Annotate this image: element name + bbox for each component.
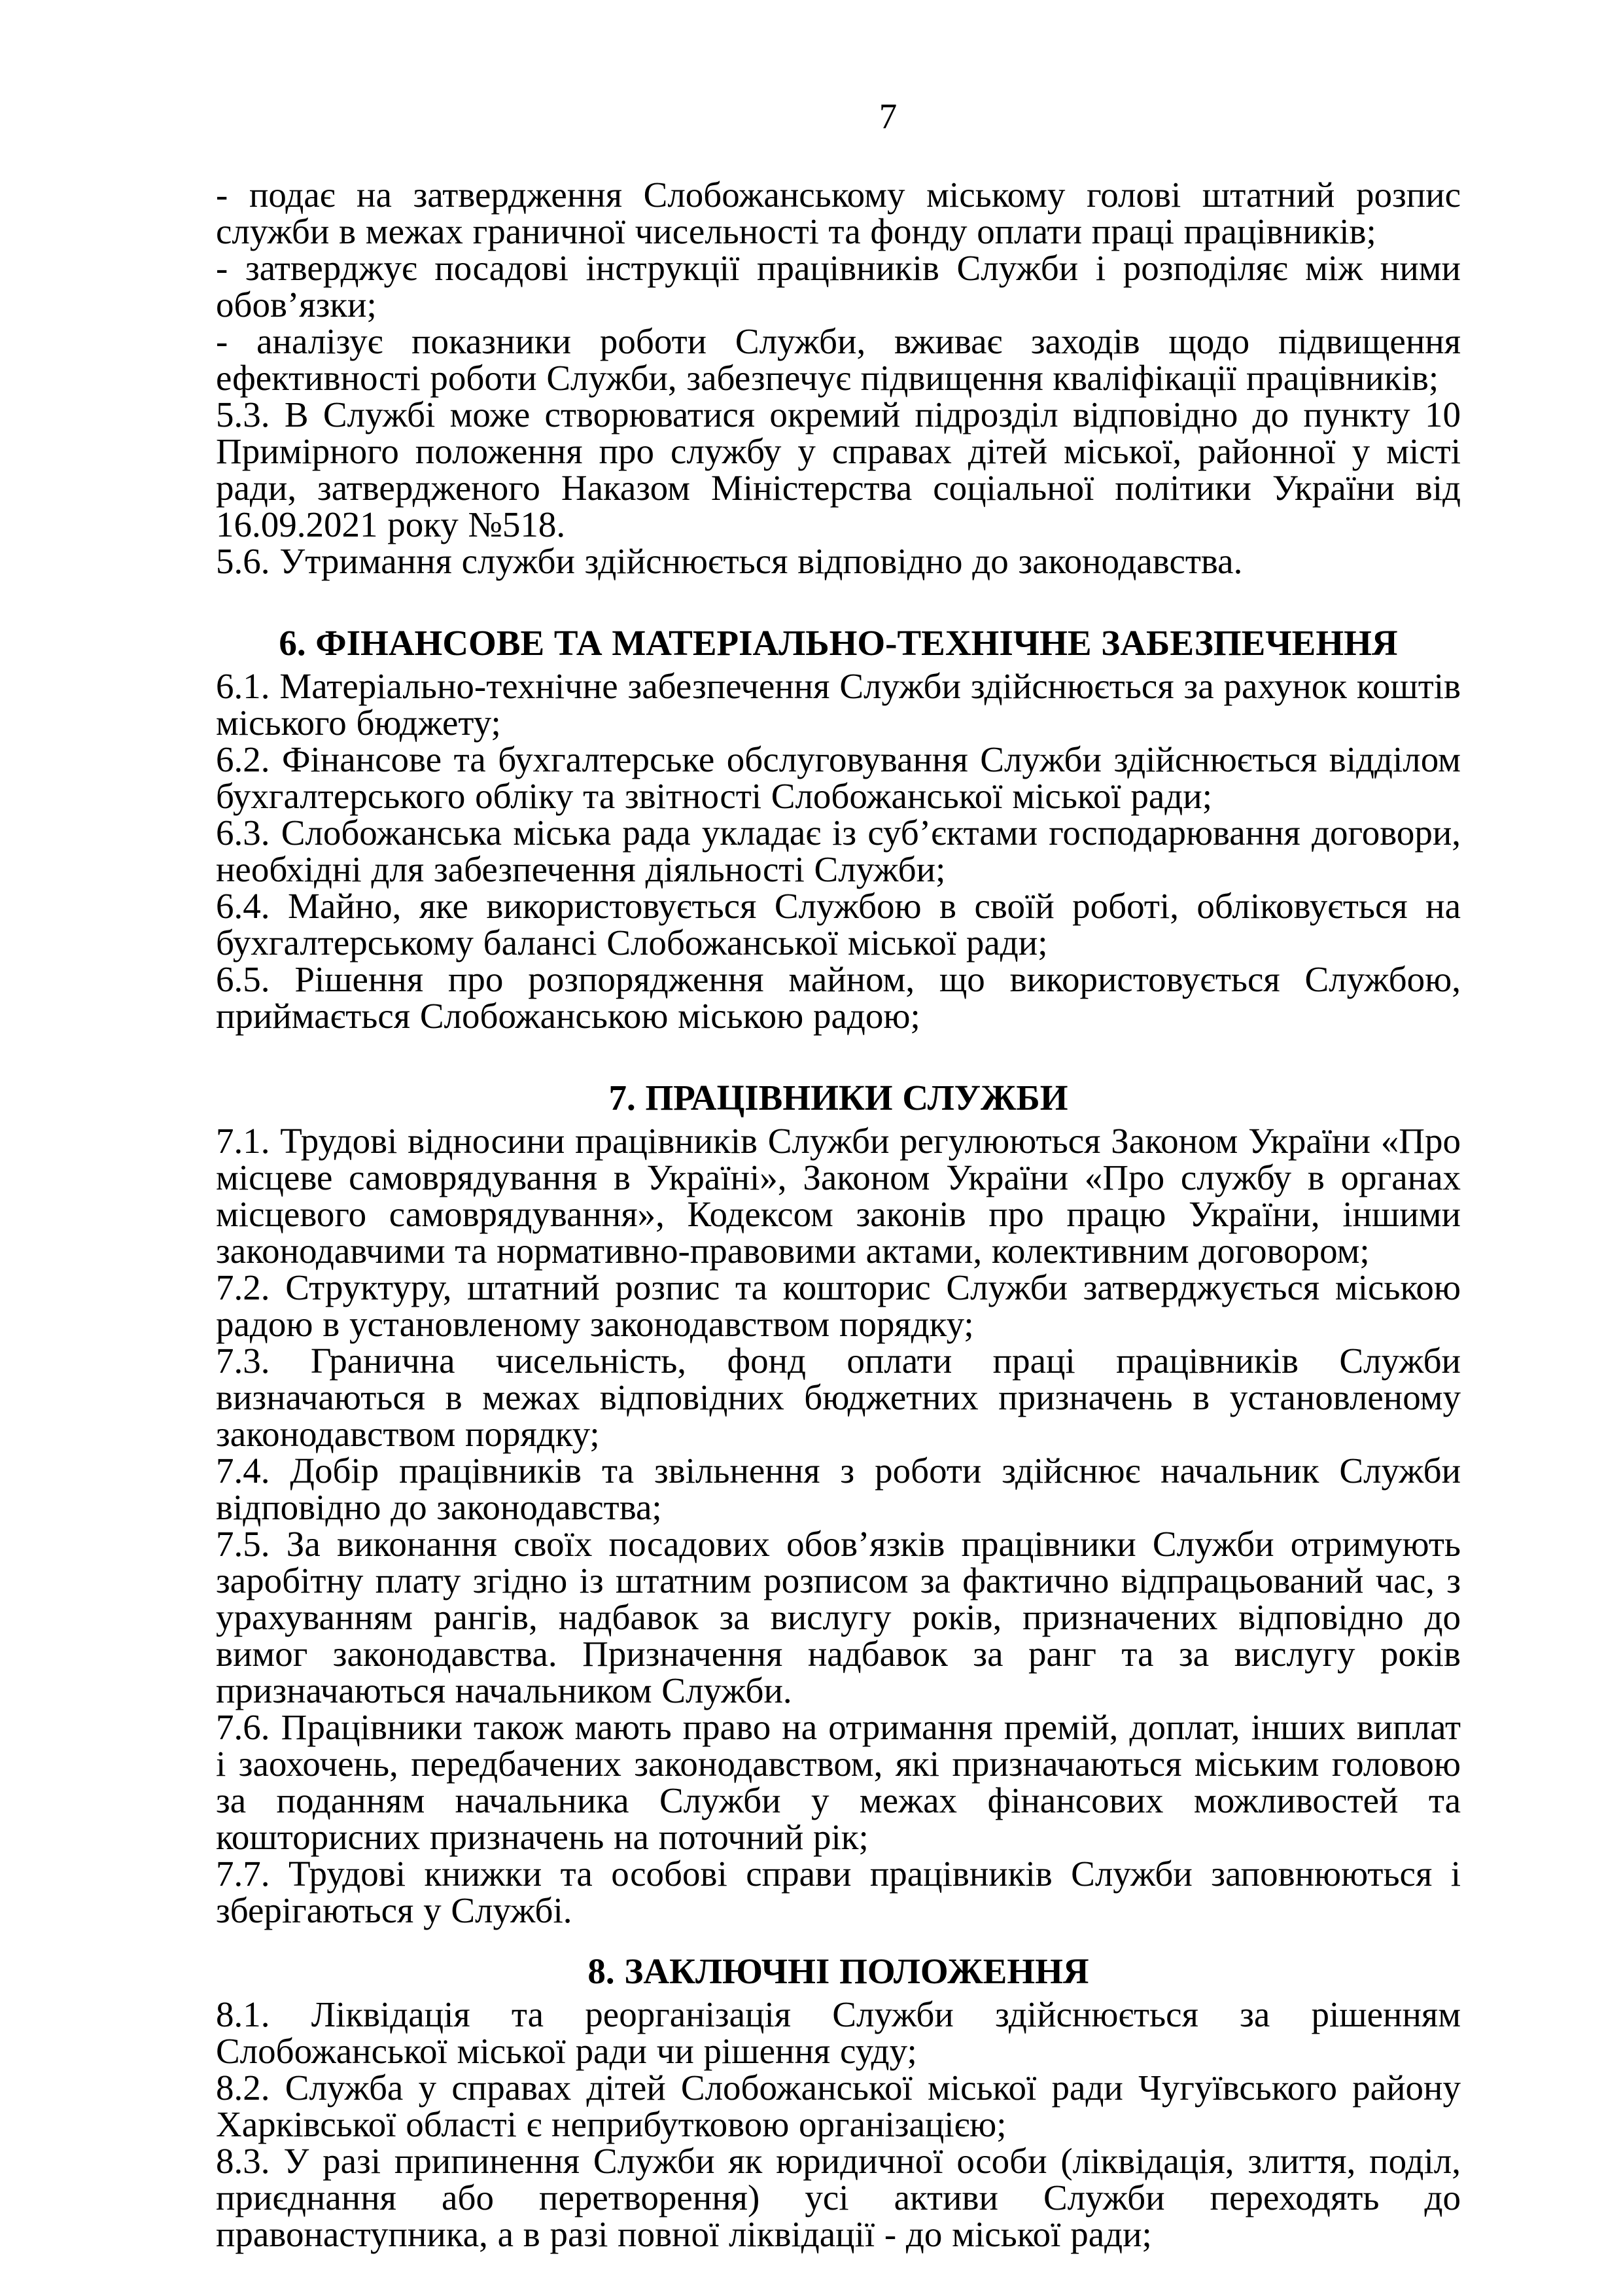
document-body	[216, 177, 1461, 2253]
section-heading-6: 6. ФІНАНСОВЕ ТА МАТЕРІАЛЬНО-ТЕХНІЧНЕ ЗАБЕЗПЕЧЕННЯ	[279, 623, 1398, 663]
paragraph-7-4: 7.4. Добір працівників та звільнення з роботи здійснює начальник Служби відповідно до законодавства;	[216, 1451, 1461, 1527]
section-heading-7: 7. ПРАЦІВНИКИ СЛУЖБИ	[608, 1078, 1068, 1118]
paragraph-dash-analysis: - аналізує показники роботи Служби, вживає заходів щодо підвищення ефективності роботи Служби, забезпечує підвищення кваліфікації працівників;	[216, 321, 1461, 398]
paragraph-7-6: 7.6. Працівники також мають право на отримання премій, доплат, інших виплат і заохочень, передбачених законодавством, які призначаються міським головою за поданням начальника Служби у межах фінансових можливостей та кошторисних призначень на поточний рік;	[216, 1707, 1461, 1857]
paragraph-8-2: 8.2. Служба у справах дітей Слобожанської міської ради Чугуївського району Харківської області є неприбутковою організацією;	[216, 2068, 1461, 2144]
paragraph-dash-instructions: - затверджує посадові інструкції працівників Служби і розподіляє між ними обов’язки;	[216, 248, 1461, 325]
paragraph-7-2: 7.2. Структуру, штатний розпис та кошторис Служби затверджується міською радою в установленому законодавством порядку;	[216, 1267, 1461, 1344]
paragraph-6-4: 6.4. Майно, яке використовується Службою в своїй роботі, обліковується на бухгалтерському балансі Слобожанської міської ради;	[216, 886, 1461, 963]
paragraph-5-6: 5.6. Утримання служби здійснюється відповідно до законодавства.	[216, 541, 1243, 581]
paragraph-7-7: 7.7. Трудові книжки та особові справи працівників Служби заповнюються і зберігаються у Службі.	[216, 1854, 1461, 1930]
page-number: 7	[879, 96, 898, 136]
paragraph-5-3: 5.3. В Службі може створюватися окремий підрозділ відповідно до пункту 10 Примірного положення про службу у справах дітей міської, районної у місті ради, затвердженого Наказом Міністерства соціальної політики України від 16.09.2021 року №518.	[216, 395, 1461, 544]
paragraph-7-1: 7.1. Трудові відносини працівників Служби регулюються Законом України «Про місцеве самоврядування в Україні», Законом України «Про службу в органах місцевого самоврядування», Кодексом законів про працю України, іншими законодавчими та нормативно-правовими актами, колективним договором;	[216, 1121, 1461, 1271]
paragraph-8-1: 8.1. Ліквідація та реорганізація Служби здійснюється за рішенням Слобожанської міської ради чи рішення суду;	[216, 1994, 1461, 2071]
paragraph-7-5: 7.5. За виконання своїх посадових обов’язків працівники Служби отримують заробітну плату згідно із штатним розписом за фактично відпрацьований час, з урахуванням рангів, надбавок за вислугу років, призначених відповідно до вимог законодавства. Призначення надбавок за ранг та за вислугу років призначаються начальником Служби.	[216, 1524, 1461, 1710]
paragraph-7-3: 7.3. Гранична чисельність, фонд оплати праці працівників Служби визначаються в межах відповідних бюджетних призначень в установленому законодавством порядку;	[216, 1341, 1461, 1454]
section-heading-8: 8. ЗАКЛЮЧНІ ПОЛОЖЕННЯ	[587, 1951, 1089, 1991]
paragraph-8-3: 8.3. У разі припинення Служби як юридичної особи (ліквідація, злиття, поділ, приєднання або перетворення) усі активи Служби переходять до правонаступника, а в разі повної ліквідації - до міської ради;	[216, 2141, 1461, 2254]
paragraph-6-3: 6.3. Слобожанська міська рада укладає із суб’єктами господарювання договори, необхідні для забезпечення діяльності Служби;	[216, 813, 1461, 889]
paragraph-dash-staffing: - подає на затвердження Слобожанському міському голові штатний розпис служби в межах граничної чисельності та фонду оплати праці працівників;	[216, 175, 1461, 251]
paragraph-6-5: 6.5. Рішення про розпорядження майном, що використовується Службою, приймається Слобожанською міською радою;	[216, 959, 1461, 1036]
paragraph-6-1: 6.1. Матеріально-технічне забезпечення Служби здійснюється за рахунок коштів міського бюджету;	[216, 666, 1461, 743]
paragraph-6-2: 6.2. Фінансове та бухгалтерське обслуговування Служби здійснюється відділом бухгалтерського обліку та звітності Слобожанської міської ради;	[216, 739, 1461, 816]
